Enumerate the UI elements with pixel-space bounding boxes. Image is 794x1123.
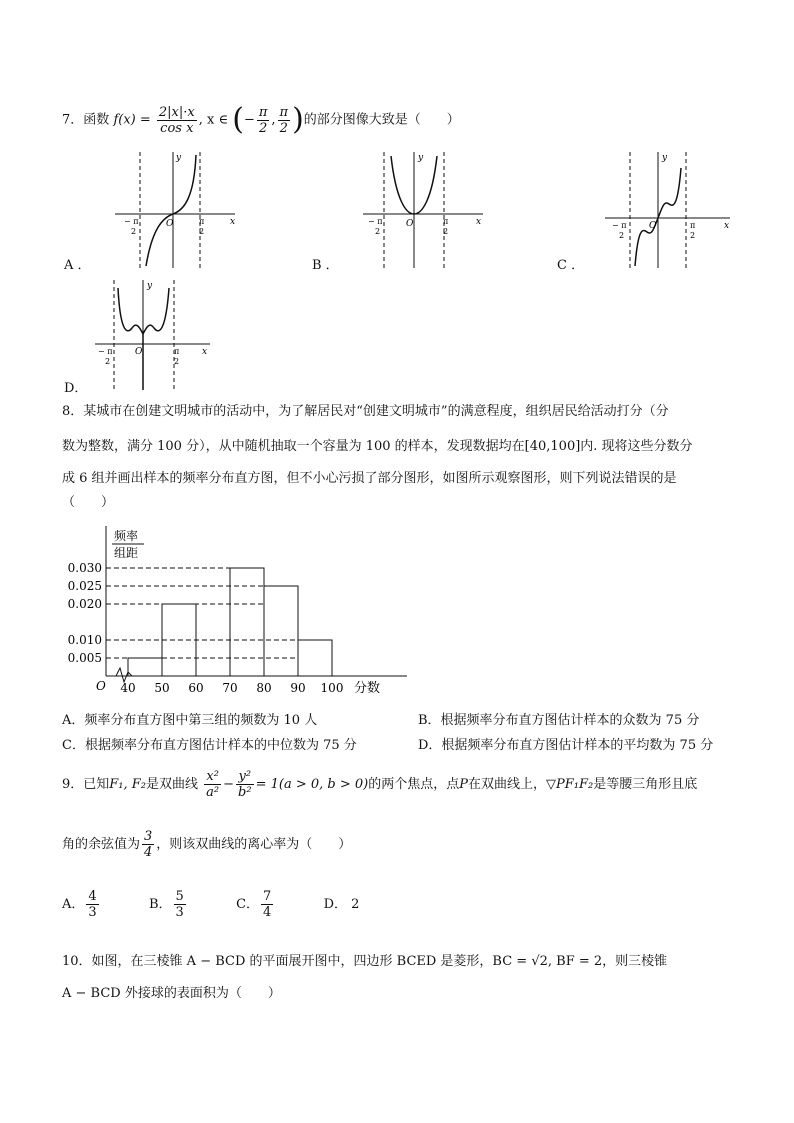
histogram-bar: [298, 640, 332, 676]
svg-text:y: y: [418, 153, 424, 163]
svg-text:2: 2: [690, 231, 696, 240]
svg-text:x: x: [476, 217, 482, 227]
q9-options: [62, 890, 359, 919]
q7-graph-d: [90, 278, 215, 393]
q9-option-d: D． 2: [323, 897, 360, 912]
q8-option-a: A．频率分布直方图中第三组的频数为 10 人: [62, 713, 318, 728]
svg-text:− π: − π: [98, 347, 113, 356]
q8-option-b: B．根据频率分布直方图估计样本的众数为 75 分: [418, 713, 700, 728]
q7-option-b-label: B ．: [312, 258, 339, 273]
svg-text:O: O: [166, 219, 174, 229]
svg-text:y: y: [147, 281, 153, 291]
q7-graph-b: [358, 150, 488, 270]
histogram-bar: [230, 568, 264, 676]
origin-label: O: [96, 679, 106, 693]
q7-graph-a: [110, 150, 240, 270]
q9-option-a: A． $\frac{4}{3}$: [62, 889, 97, 920]
svg-text:y: y: [662, 153, 668, 163]
x-tick-label: 90: [290, 681, 306, 695]
y-tick-label: 0.010: [67, 633, 102, 647]
histogram-bar: [128, 658, 162, 676]
q7-option-a-label: A ．: [64, 258, 91, 273]
svg-text:− π: − π: [612, 221, 627, 230]
q8-line-2: 数为整数，满分 100 分），从中随机抽取一个容量为 100 的样本，发现数据均在[40,100]内. 现将这些分数分: [62, 439, 693, 454]
y-tick-label: 0.020: [67, 597, 102, 611]
q7-option-c-label: C ．: [557, 258, 585, 273]
svg-text:π: π: [174, 347, 180, 356]
q8-option-c: C．根据频率分布直方图估计样本的中位数为 75 分: [62, 738, 357, 753]
q9-option-c: C． $\frac{7}{4}$: [236, 889, 272, 920]
q9-line-2: 角的余弦值为 $\frac{3}{4}$ ，则该双曲线的离心率为（ ）: [62, 829, 352, 860]
svg-text:x: x: [202, 347, 208, 357]
svg-text:2: 2: [131, 227, 137, 236]
q10-line-1: 10．如图，在三棱锥 A − BCD 的平面展开图中，四边形 BCED 是菱形，BC = √2, BF = 2，则三棱锥: [62, 954, 668, 969]
x-tick-label: 50: [154, 681, 170, 695]
q8-line-3: 成 6 组并画出样本的频率分布直方图，但不小心污损了部分图形，如图所示观察图形，则下列说法错误的是: [62, 471, 677, 486]
histogram-bar: [264, 586, 298, 676]
y-tick-label: 0.030: [67, 561, 102, 575]
q8-line-4: （ ）: [62, 495, 115, 510]
svg-text:2: 2: [174, 357, 180, 366]
q7-stem: 7．函数 f(x) = $\frac{2|x|\cdot x}{\text{cos x}}$ , x ∈ (− $\frac{\pi}{2}$ , $\frac{\pi}{2}$ )的部分图像大致是（ ）: [62, 102, 460, 137]
q10-line-2: A − BCD 外接球的表面积为（ ）: [62, 986, 281, 1001]
q8-line-1: 8．某城市在创建文明城市的活动中，为了解居民对“创建文明城市”的满意程度，组织居民给活动打分（分: [62, 404, 669, 419]
svg-text:O: O: [406, 219, 414, 229]
svg-text:O: O: [649, 221, 657, 231]
x-tick-label: 80: [256, 681, 272, 695]
axis-break: [116, 668, 132, 682]
y-tick-label: 0.005: [67, 651, 102, 665]
svg-text:− π: − π: [368, 217, 383, 226]
svg-text:π: π: [199, 217, 205, 226]
curve: [146, 155, 196, 266]
q7-fraction: $\frac{2|x|\cdot x}{\text{cos x}}$: [158, 104, 195, 136]
y-axis-label-top: 频率: [114, 529, 139, 543]
x-tick-label: 40: [120, 681, 136, 695]
y-axis-label-bottom: 组距: [114, 546, 139, 560]
x-axis-label: 分数: [354, 681, 381, 695]
svg-text:x: x: [724, 221, 730, 231]
y-tick-label: 0.025: [67, 579, 102, 593]
q9-option-b: B． $\frac{5}{3}$: [148, 889, 184, 920]
svg-text:2: 2: [105, 357, 111, 366]
x-tick-label: 70: [222, 681, 238, 695]
q7-option-d-label: D．: [64, 381, 88, 396]
q7-graph-c: [600, 150, 735, 270]
svg-text:− π: − π: [124, 217, 139, 226]
svg-text:x: x: [230, 217, 236, 227]
svg-text:2: 2: [199, 227, 205, 236]
svg-text:2: 2: [443, 227, 449, 236]
svg-text:y: y: [176, 153, 182, 163]
svg-text:2: 2: [619, 231, 625, 240]
x-tick-label: 60: [188, 681, 204, 695]
svg-text:2: 2: [375, 227, 381, 236]
q9-line-1: 9．已知F₁, F₂是双曲线 $\frac{\text{x²}}{\text{a²}}$ − $\frac{\text{y²}}{\text{b²}}$ = 1(a > 0, b > 0)的两个焦点，点P在双曲线上，▽PF₁F₂是等腰三角形且底: [62, 769, 698, 800]
q8-histogram: [62, 520, 422, 695]
svg-text:O: O: [135, 347, 143, 357]
x-tick-label: 100: [320, 681, 344, 695]
svg-text:π: π: [443, 217, 449, 226]
q8-option-d: D．根据频率分布直方图估计样本的平均数为 75 分: [418, 738, 714, 753]
svg-text:π: π: [690, 221, 696, 230]
